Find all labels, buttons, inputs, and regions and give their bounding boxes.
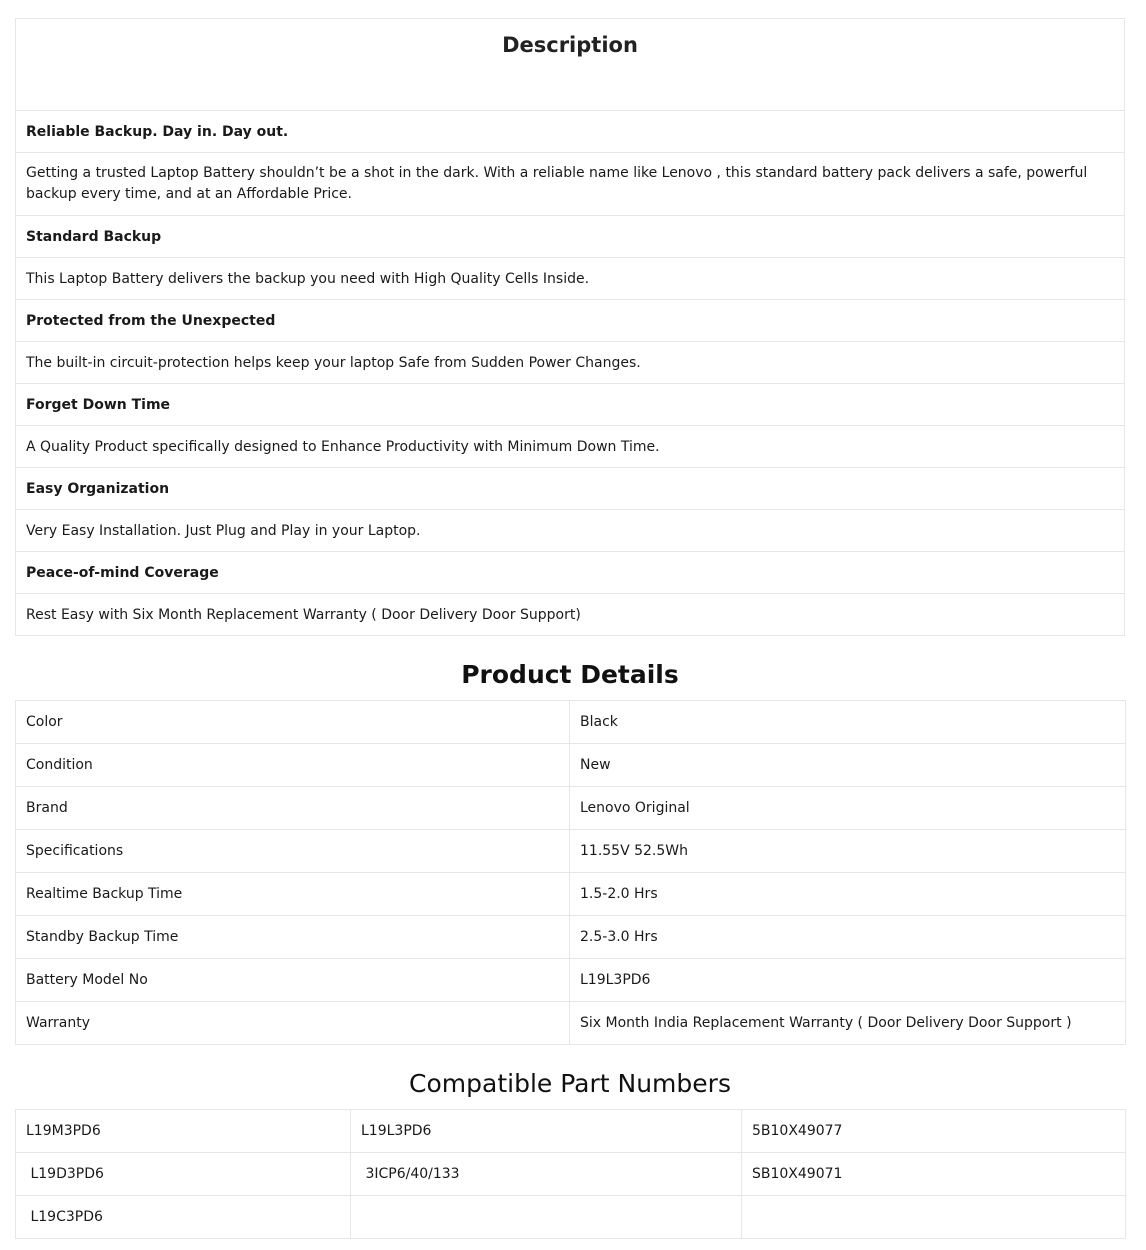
desc-heading-standard-backup: Standard Backup xyxy=(16,216,1125,258)
detail-label-warranty: Warranty xyxy=(16,1002,570,1045)
detail-value-standby-backup: 2.5-3.0 Hrs xyxy=(570,916,1126,959)
detail-label-condition: Condition xyxy=(16,744,570,787)
part-number-cell: L19C3PD6 xyxy=(16,1196,351,1239)
desc-heading-down-time: Forget Down Time xyxy=(16,384,1125,426)
detail-label-specifications: Specifications xyxy=(16,830,570,873)
table-row xyxy=(16,1002,1126,1045)
product-details-table xyxy=(15,700,1126,1045)
detail-value-specifications: 11.55V 52.5Wh xyxy=(570,830,1126,873)
detail-label-battery-model: Battery Model No xyxy=(16,959,570,1002)
desc-heading-reliable-backup: Reliable Backup. Day in. Day out. xyxy=(16,111,1125,153)
part-number-cell: 5B10X49077 xyxy=(742,1110,1126,1153)
product-description-page xyxy=(15,18,1125,1239)
table-row xyxy=(16,1153,1126,1196)
table-row xyxy=(16,916,1126,959)
detail-value-color: Black xyxy=(570,701,1126,744)
table-row xyxy=(16,873,1126,916)
compatible-parts-table xyxy=(15,1109,1126,1239)
part-number-cell: SB10X49071 xyxy=(742,1153,1126,1196)
part-number-cell: L19D3PD6 xyxy=(16,1153,351,1196)
table-row xyxy=(16,959,1126,1002)
table-row xyxy=(16,1196,1126,1239)
desc-text-protected: The built-in circuit-protection helps keep your laptop Safe from Sudden Power Changes. xyxy=(16,342,1125,384)
desc-text-down-time: A Quality Product specifically designed to Enhance Productivity with Minimum Down Time. xyxy=(16,426,1125,468)
description-heading: Description xyxy=(502,33,638,57)
table-row xyxy=(16,744,1126,787)
detail-label-standby-backup: Standby Backup Time xyxy=(16,916,570,959)
desc-heading-coverage: Peace-of-mind Coverage xyxy=(16,552,1125,594)
desc-text-reliable-backup: Getting a trusted Laptop Battery shouldn’t be a shot in the dark. With a reliable name like Lenovo , this standard battery pack delivers a safe, powerful backup every time, and at an Affordable Price. xyxy=(16,153,1125,216)
detail-label-realtime-backup: Realtime Backup Time xyxy=(16,873,570,916)
desc-heading-protected: Protected from the Unexpected xyxy=(16,300,1125,342)
detail-label-color: Color xyxy=(16,701,570,744)
table-row xyxy=(16,787,1126,830)
desc-text-easy-organization: Very Easy Installation. Just Plug and Play in your Laptop. xyxy=(16,510,1125,552)
detail-value-battery-model: L19L3PD6 xyxy=(570,959,1126,1002)
product-details-heading: Product Details xyxy=(461,660,679,689)
detail-value-realtime-backup: 1.5-2.0 Hrs xyxy=(570,873,1126,916)
detail-label-brand: Brand xyxy=(16,787,570,830)
table-row xyxy=(16,701,1126,744)
table-row xyxy=(16,830,1126,873)
part-number-cell: 3ICP6/40/133 xyxy=(351,1153,742,1196)
desc-heading-easy-organization: Easy Organization xyxy=(16,468,1125,510)
description-table xyxy=(15,18,1125,636)
detail-value-brand: Lenovo Original xyxy=(570,787,1126,830)
desc-text-coverage: Rest Easy with Six Month Replacement Warranty ( Door Delivery Door Support) xyxy=(16,594,1125,636)
compatible-parts-heading: Compatible Part Numbers xyxy=(409,1069,731,1098)
detail-value-condition: New xyxy=(570,744,1126,787)
table-row xyxy=(16,1110,1126,1153)
part-number-cell-empty xyxy=(351,1196,742,1239)
part-number-cell-empty xyxy=(742,1196,1126,1239)
detail-value-warranty: Six Month India Replacement Warranty ( Door Delivery Door Support ) xyxy=(570,1002,1126,1045)
part-number-cell: L19M3PD6 xyxy=(16,1110,351,1153)
description-heading-cell xyxy=(16,19,1125,111)
desc-text-standard-backup: This Laptop Battery delivers the backup you need with High Quality Cells Inside. xyxy=(16,258,1125,300)
part-number-cell: L19L3PD6 xyxy=(351,1110,742,1153)
